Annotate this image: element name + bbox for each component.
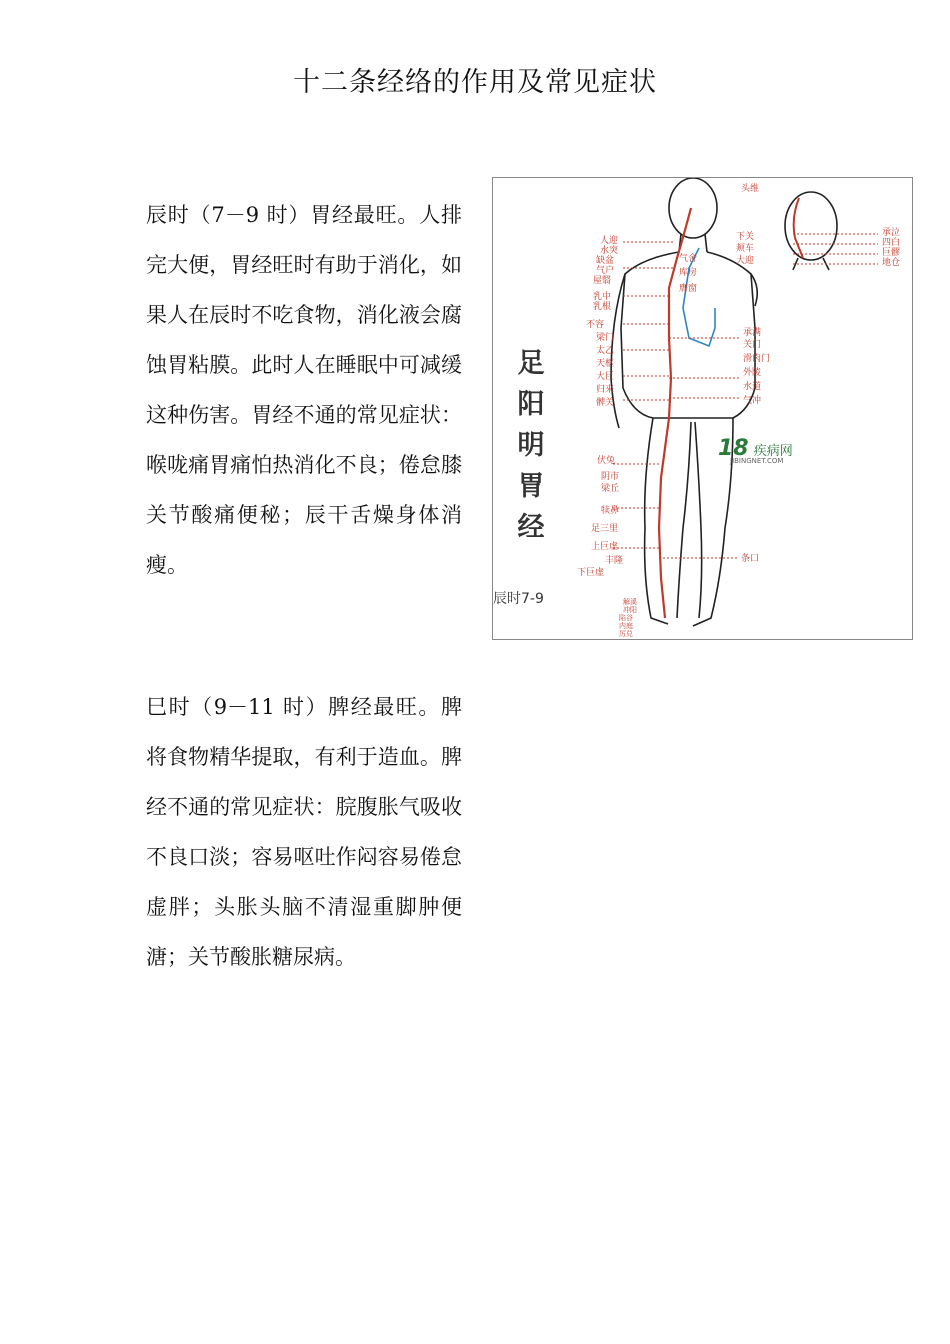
logo-text: 疾病网 xyxy=(753,444,793,459)
page-title: 十二条经络的作用及常见症状 xyxy=(293,67,657,98)
point-label: 巨髎 xyxy=(882,248,901,258)
vertical-title-char: 胃 xyxy=(517,471,545,502)
side-head-meridian-line xyxy=(794,198,803,258)
point-label: 地仓 xyxy=(882,258,901,268)
point-label: 颊车 xyxy=(736,244,755,254)
point-label: 承泣 xyxy=(882,228,901,238)
point-label: 厉兑 xyxy=(619,630,633,638)
paragraph-stomach-meridian: 辰时（7－9 时）胃经最旺。人排完大便，胃经旺时有助于消化，如果人在辰时不吃食物，消化液会腐蚀胃粘膜。此时人在睡眠中可减缓这种伤害。胃经不通的常见症状：喉咙痛胃痛怕热消化不良；倦怠膝关节酸痛便秘；辰干舌燥身体消瘦。 xyxy=(146,203,462,577)
figure-vertical-title xyxy=(511,343,551,548)
point-label: 大迎 xyxy=(736,256,755,266)
point-label: 乳根 xyxy=(593,302,612,312)
figure-head xyxy=(669,178,717,238)
paragraph-spleen-meridian: 巳时（9－11 时）脾经最旺。脾将食物精华提取，有利于造血。脾经不通的常见症状：脘腹胀气吸收不良口淡；容易呕吐作闷容易倦怠虚胖；头胀头脑不清湿重脚肿便溏；关节酸胀糖尿病。 xyxy=(146,695,462,969)
point-label: 解溪 xyxy=(623,598,637,606)
point-label: 梁丘 xyxy=(601,484,620,494)
point-label: 下关 xyxy=(736,232,755,242)
logo-url: JIBINGNET.COM xyxy=(730,457,784,465)
meridian-body-illustration xyxy=(493,178,912,639)
logo-mark: 18 xyxy=(718,436,749,461)
point-label: 犊鼻 xyxy=(601,506,620,516)
point-label: 人迎 xyxy=(600,236,619,246)
point-label: 冲阳 xyxy=(623,606,637,614)
vertical-title-char: 阳 xyxy=(517,389,545,420)
point-label: 条口 xyxy=(741,554,760,564)
point-label: 缺盆 xyxy=(596,256,615,266)
vertical-title-char: 足 xyxy=(517,348,545,379)
point-label: 不容 xyxy=(586,320,605,330)
point-label: 关门 xyxy=(743,340,762,350)
point-label: 阴市 xyxy=(601,472,620,482)
point-label: 太乙 xyxy=(596,346,615,356)
point-label: 乳中 xyxy=(593,292,612,302)
point-label: 丰隆 xyxy=(605,556,624,566)
point-label: 承满 xyxy=(743,328,762,338)
point-label: 髀关 xyxy=(596,398,615,408)
site-logo xyxy=(718,436,793,465)
point-label: 滑肉门 xyxy=(743,354,771,364)
point-label: 上巨虚 xyxy=(591,542,619,552)
point-label: 陷谷 xyxy=(619,614,633,622)
point-label: 四白 xyxy=(882,238,901,248)
figure-time-label: 辰时7-9 xyxy=(493,591,544,607)
point-label: 伏兔 xyxy=(597,456,616,466)
point-label: 梁门 xyxy=(596,333,615,343)
point-label: 气冲 xyxy=(743,396,762,406)
point-label: 膺窗 xyxy=(679,284,698,294)
point-label: 水道 xyxy=(743,382,762,392)
point-label: 水突 xyxy=(600,246,619,256)
point-label: 天枢 xyxy=(596,359,615,369)
point-label: 外陵 xyxy=(743,368,762,378)
point-label: 内庭 xyxy=(619,622,633,630)
point-label: 足三里 xyxy=(591,524,619,534)
point-label: 头维 xyxy=(741,184,760,194)
stomach-meridian-figure xyxy=(492,177,913,640)
point-label: 下巨虚 xyxy=(577,568,605,578)
point-label: 气舍 xyxy=(679,254,698,264)
point-label: 气户 xyxy=(596,266,615,276)
point-label: 归来 xyxy=(596,385,615,395)
figure-inner-legs xyxy=(677,422,702,618)
point-label: 屋翳 xyxy=(593,276,612,286)
point-label: 库房 xyxy=(679,268,698,278)
vertical-title-char: 经 xyxy=(517,512,545,543)
vertical-title-char: 明 xyxy=(517,430,545,461)
point-label: 大巨 xyxy=(596,372,615,382)
